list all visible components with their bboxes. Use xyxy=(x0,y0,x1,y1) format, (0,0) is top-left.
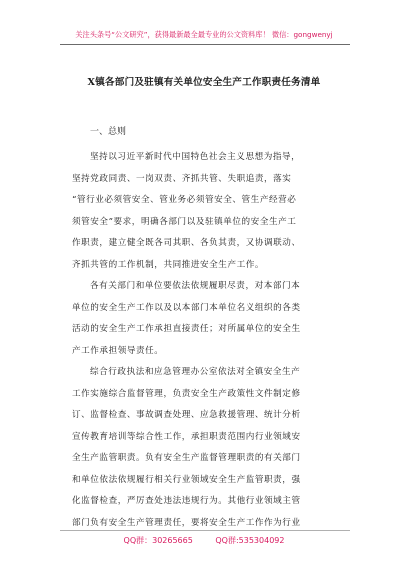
body-line: 和单位依法依规履行相关行业领域安全生产监管职责，强 xyxy=(72,474,301,485)
footer-qq-group-2: QQ群:535304092 xyxy=(215,536,285,545)
body-line: 综合行政执法和应急管理办公室依法对全镇安全生产 xyxy=(90,367,301,377)
body-line: 部门负有安全生产管理责任，要将安全生产工作作为行业 xyxy=(72,517,301,528)
footer-contact xyxy=(0,535,408,546)
footer-divider xyxy=(60,530,350,531)
body-line: 坚持党政同责、一岗双责、齐抓共管、失职追责，落实 xyxy=(72,173,292,184)
body-line: 坚持以习近平新时代中国特色社会主义思想为指导， xyxy=(90,152,301,162)
section-heading: 一、总则 xyxy=(90,127,127,137)
document-title: X镇各部门及驻镇有关单位安全生产工作职责任务清单 xyxy=(87,77,321,88)
body-line: 工作实施综合监督管理，负责安全生产政策性文件制定修 xyxy=(72,388,301,399)
body-line: 须管安全”要求，明确各部门以及驻镇单位的安全生产工 xyxy=(72,216,297,227)
header-promo-text: 关注头条号“公文研究”，获得最新最全最专业的公文资料库！ 微信：gongwenyj xyxy=(75,30,333,39)
body-line: 宣传教育培训等综合性工作，承担职责范围内行业领域安 xyxy=(72,431,301,442)
body-line: 齐抓共管的工作机制，共同推进安全生产工作。 xyxy=(72,259,265,270)
body-line: 订、监督检查、事故调查处理、应急救援管理、统计分析 xyxy=(72,410,301,420)
footer-qq-group-1: QQ群：30265665 xyxy=(123,536,193,545)
body-line: 产工作承担领导责任。 xyxy=(72,345,164,356)
body-line: 活动的安全生产工作承担直接责任；对所属单位的安全生 xyxy=(72,324,301,334)
body-line: 化监督检查，严厉查处违法违规行为。其他行业领域主管 xyxy=(72,496,301,506)
body-line: 全生产监管职责。负有安全生产监督管理职责的有关部门 xyxy=(72,453,301,463)
body-line: 单位的安全生产工作以及以本部门本单位名义组织的各类 xyxy=(72,302,301,313)
body-line: 各有关部门和单位要依法依规履职尽责，对本部门本 xyxy=(90,281,301,291)
body-line: 作职责，建立健全既各司其职、各负其责，又协调联动、 xyxy=(72,238,301,248)
body-line: “管行业必须管安全、管业务必须管安全、管生产经营必 xyxy=(72,195,297,205)
header-divider xyxy=(60,44,350,45)
